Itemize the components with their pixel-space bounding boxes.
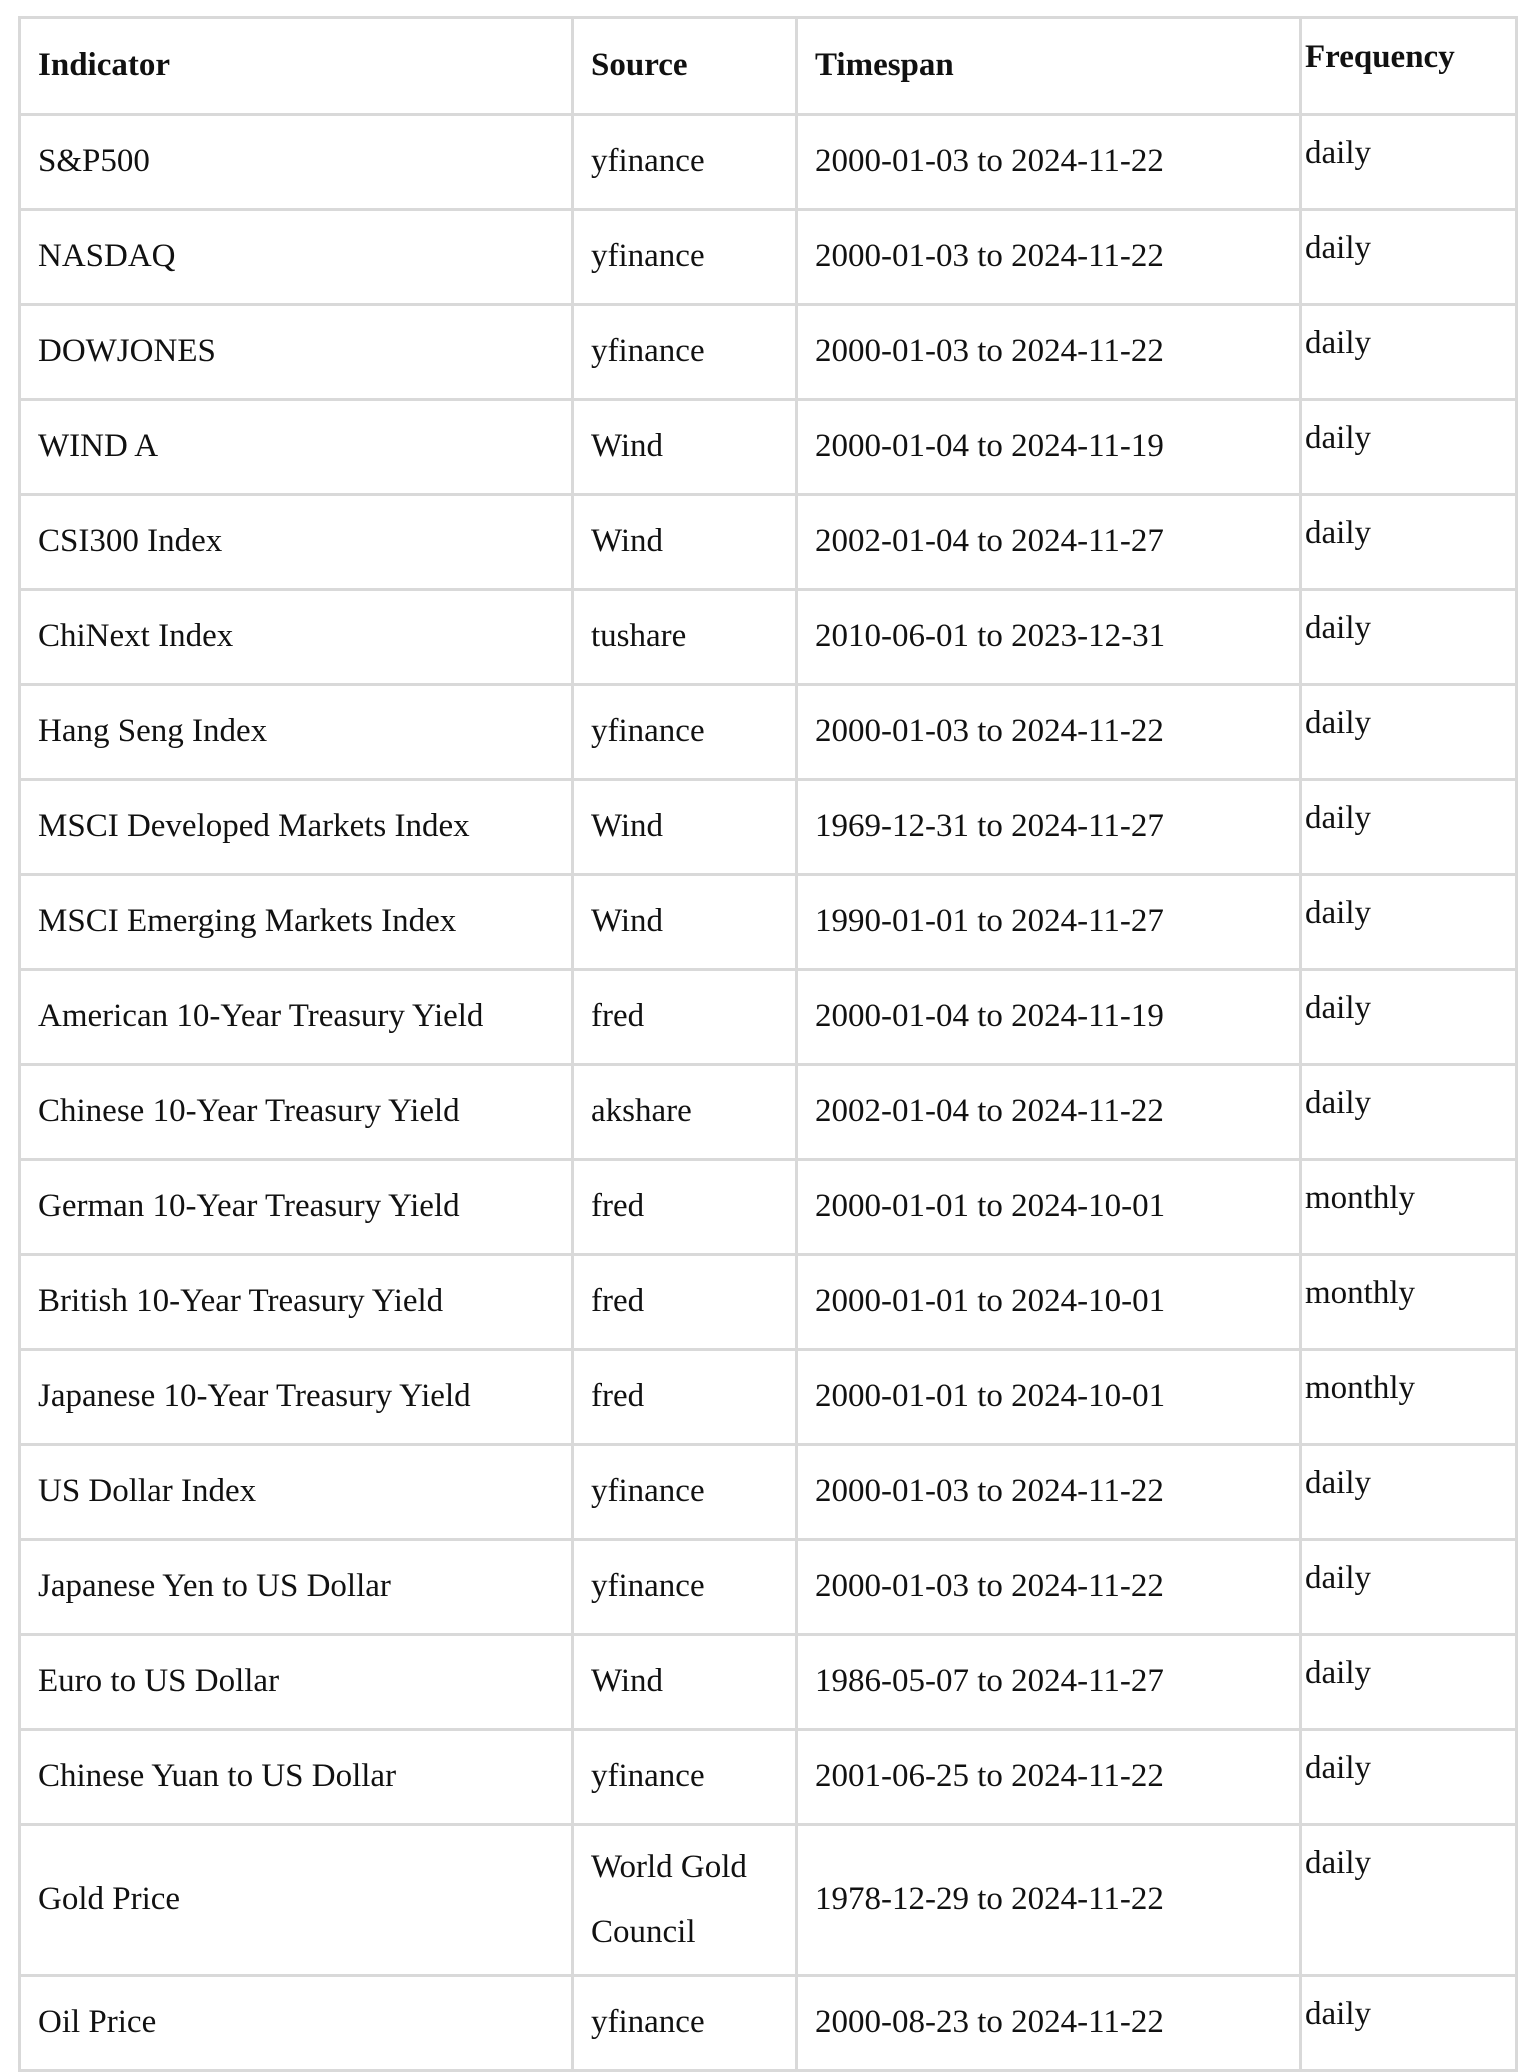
cell-source: fred [573, 1255, 797, 1350]
table-row [20, 400, 1517, 495]
cell-indicator: CSI300 Index [20, 495, 573, 590]
cell-frequency: daily [1301, 210, 1517, 305]
cell-source: yfinance [573, 685, 797, 780]
cell-frequency: daily [1301, 1730, 1517, 1825]
cell-frequency: monthly [1301, 1350, 1517, 1445]
cell-frequency: daily [1301, 305, 1517, 400]
table-row [20, 1445, 1517, 1540]
cell-frequency: daily [1301, 1445, 1517, 1540]
cell-source: yfinance [573, 210, 797, 305]
cell-indicator: ChiNext Index [20, 590, 573, 685]
cell-source: fred [573, 970, 797, 1065]
cell-frequency: daily [1301, 1540, 1517, 1635]
cell-source: yfinance [573, 1730, 797, 1825]
cell-source: yfinance [573, 1540, 797, 1635]
table-row [20, 685, 1517, 780]
cell-timespan: 2001-06-25 to 2024-11-22 [797, 1730, 1301, 1825]
table-row [20, 1255, 1517, 1350]
cell-frequency: daily [1301, 495, 1517, 590]
cell-timespan: 2000-01-03 to 2024-11-22 [797, 305, 1301, 400]
table-row [20, 495, 1517, 590]
table-row [20, 875, 1517, 970]
cell-timespan: 2000-01-04 to 2024-11-19 [797, 400, 1301, 495]
cell-source: yfinance [573, 1445, 797, 1540]
cell-indicator: MSCI Developed Markets Index [20, 780, 573, 875]
cell-timespan: 2002-01-04 to 2024-11-22 [797, 1065, 1301, 1160]
cell-timespan: 1978-12-29 to 2024-11-22 [797, 1825, 1301, 1976]
cell-indicator: Hang Seng Index [20, 685, 573, 780]
cell-timespan: 2002-01-04 to 2024-11-27 [797, 495, 1301, 590]
cell-indicator: MSCI Emerging Markets Index [20, 875, 573, 970]
table-row [20, 590, 1517, 685]
cell-timespan: 1986-05-07 to 2024-11-27 [797, 1635, 1301, 1730]
table-row [20, 1976, 1517, 2071]
table-row [20, 1825, 1517, 1976]
header-frequency: Frequency [1301, 18, 1517, 115]
cell-frequency: monthly [1301, 1255, 1517, 1350]
table-row [20, 1730, 1517, 1825]
cell-indicator: Japanese Yen to US Dollar [20, 1540, 573, 1635]
data-sources-table [18, 16, 1518, 2072]
table-row [20, 1065, 1517, 1160]
cell-indicator: DOWJONES [20, 305, 573, 400]
cell-indicator: Euro to US Dollar [20, 1635, 573, 1730]
cell-frequency: daily [1301, 1635, 1517, 1730]
cell-timespan: 2000-01-03 to 2024-11-22 [797, 210, 1301, 305]
table-row [20, 1540, 1517, 1635]
cell-frequency: daily [1301, 970, 1517, 1065]
cell-indicator: Japanese 10-Year Treasury Yield [20, 1350, 573, 1445]
table-row [20, 305, 1517, 400]
cell-timespan: 2000-01-03 to 2024-11-22 [797, 115, 1301, 210]
cell-frequency: daily [1301, 115, 1517, 210]
cell-timespan: 2000-01-04 to 2024-11-19 [797, 970, 1301, 1065]
cell-indicator: Chinese 10-Year Treasury Yield [20, 1065, 573, 1160]
cell-indicator: American 10-Year Treasury Yield [20, 970, 573, 1065]
cell-source: Wind [573, 875, 797, 970]
cell-indicator: Gold Price [20, 1825, 573, 1976]
cell-indicator: NASDAQ [20, 210, 573, 305]
data-sources-table-container [18, 16, 1518, 2072]
cell-timespan: 2000-01-01 to 2024-10-01 [797, 1255, 1301, 1350]
cell-timespan: 2000-01-03 to 2024-11-22 [797, 1540, 1301, 1635]
table-row [20, 115, 1517, 210]
cell-source: fred [573, 1160, 797, 1255]
header-source: Source [573, 18, 797, 115]
cell-frequency: daily [1301, 400, 1517, 495]
table-row [20, 780, 1517, 875]
cell-source: yfinance [573, 1976, 797, 2071]
cell-indicator: US Dollar Index [20, 1445, 573, 1540]
cell-indicator: Chinese Yuan to US Dollar [20, 1730, 573, 1825]
cell-timespan: 2010-06-01 to 2023-12-31 [797, 590, 1301, 685]
table-header-row [20, 18, 1517, 115]
cell-indicator: Oil Price [20, 1976, 573, 2071]
cell-frequency: daily [1301, 590, 1517, 685]
cell-frequency: daily [1301, 1065, 1517, 1160]
cell-source: Wind [573, 780, 797, 875]
cell-timespan: 1990-01-01 to 2024-11-27 [797, 875, 1301, 970]
cell-source: Wind [573, 495, 797, 590]
cell-source: World Gold Council [573, 1825, 797, 1976]
cell-timespan: 2000-01-03 to 2024-11-22 [797, 1445, 1301, 1540]
cell-source: yfinance [573, 305, 797, 400]
cell-timespan: 1969-12-31 to 2024-11-27 [797, 780, 1301, 875]
cell-frequency: daily [1301, 780, 1517, 875]
cell-timespan: 2000-08-23 to 2024-11-22 [797, 1976, 1301, 2071]
cell-indicator: S&P500 [20, 115, 573, 210]
cell-timespan: 2000-01-03 to 2024-11-22 [797, 685, 1301, 780]
table-row [20, 210, 1517, 305]
cell-indicator: WIND A [20, 400, 573, 495]
cell-source: Wind [573, 1635, 797, 1730]
table-row [20, 1635, 1517, 1730]
cell-frequency: daily [1301, 685, 1517, 780]
cell-frequency: daily [1301, 1976, 1517, 2071]
cell-source: tushare [573, 590, 797, 685]
table-row [20, 1160, 1517, 1255]
cell-indicator: German 10-Year Treasury Yield [20, 1160, 573, 1255]
cell-indicator: British 10-Year Treasury Yield [20, 1255, 573, 1350]
cell-frequency: monthly [1301, 1160, 1517, 1255]
cell-source: akshare [573, 1065, 797, 1160]
cell-frequency: daily [1301, 1825, 1517, 1976]
header-timespan: Timespan [797, 18, 1301, 115]
cell-source: Wind [573, 400, 797, 495]
cell-frequency: daily [1301, 875, 1517, 970]
cell-timespan: 2000-01-01 to 2024-10-01 [797, 1350, 1301, 1445]
table-row [20, 970, 1517, 1065]
header-indicator: Indicator [20, 18, 573, 115]
table-row [20, 1350, 1517, 1445]
cell-source: fred [573, 1350, 797, 1445]
cell-source: yfinance [573, 115, 797, 210]
cell-timespan: 2000-01-01 to 2024-10-01 [797, 1160, 1301, 1255]
